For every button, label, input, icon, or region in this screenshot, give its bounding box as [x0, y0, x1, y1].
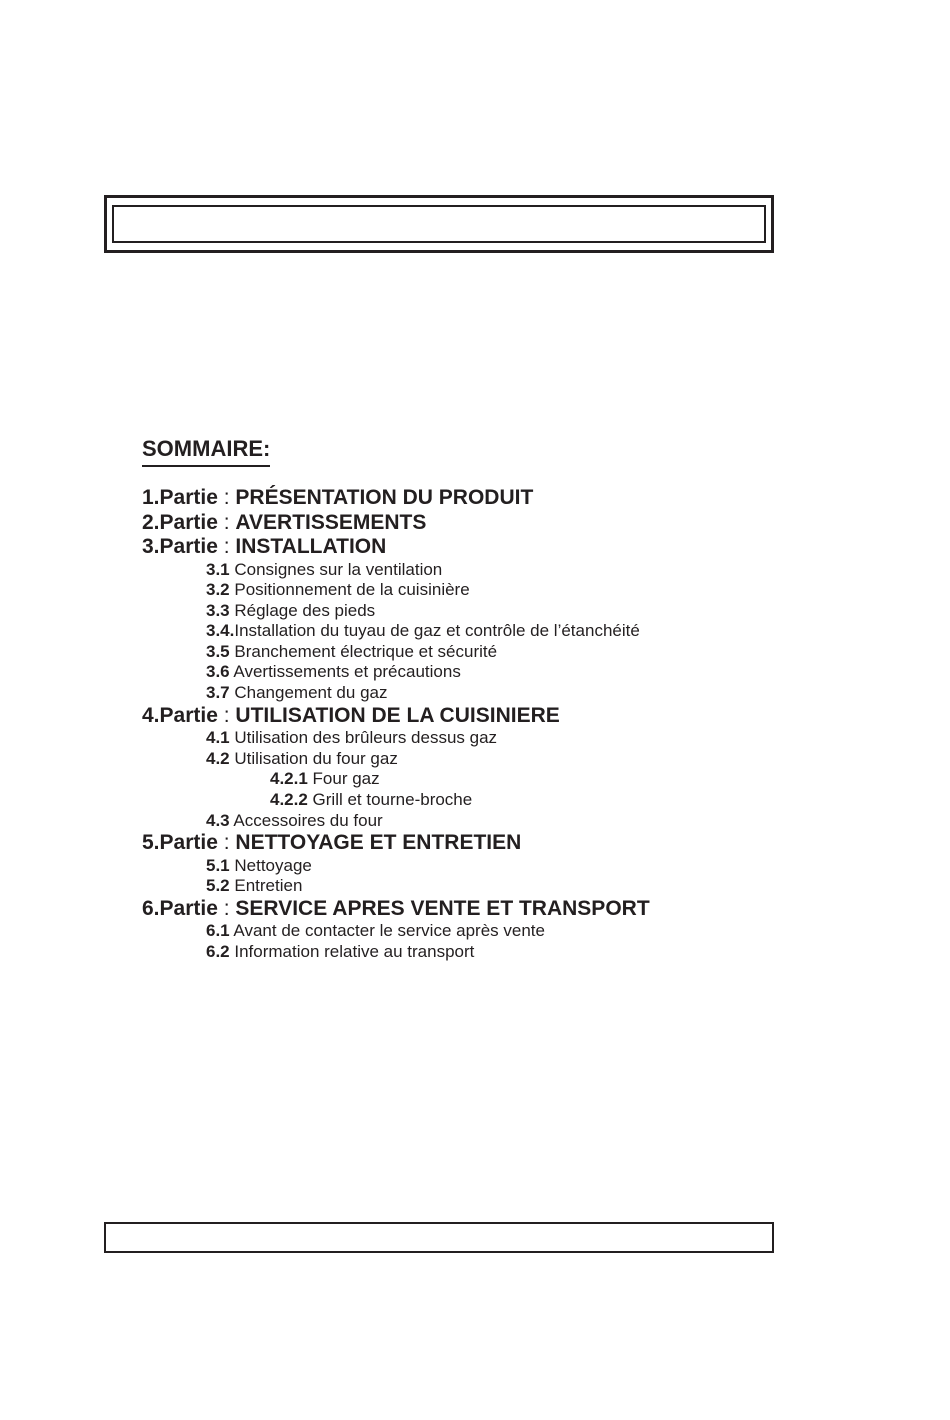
- item-text: Consignes sur la ventilation: [229, 559, 443, 579]
- part-number: 6.Partie: [142, 896, 218, 920]
- item-text: Entretien: [229, 876, 303, 896]
- toc-item-4-2-2[interactable]: [142, 790, 802, 811]
- toc-item-4-1[interactable]: [142, 728, 802, 749]
- part-title: PRÉSENTATION DU PRODUIT: [235, 486, 534, 509]
- item-number: 3.3: [206, 600, 230, 620]
- part-title: UTILISATION DE LA CUISINIERE: [235, 703, 560, 727]
- part-separator: :: [217, 896, 236, 920]
- header-frame-inner: [112, 205, 766, 243]
- item-text: Réglage des pieds: [229, 600, 376, 620]
- part-number: 1.Partie: [142, 486, 218, 509]
- footer-frame: [104, 1222, 774, 1253]
- item-number: 4.2: [206, 748, 230, 768]
- part-number: 3.Partie: [142, 535, 218, 558]
- item-number: 5.2: [206, 876, 230, 896]
- toc-item-3-3[interactable]: [142, 601, 802, 622]
- part-number: 4.Partie: [142, 703, 218, 727]
- item-number: 4.2.2: [270, 789, 308, 809]
- toc-item-3-2[interactable]: [142, 580, 802, 601]
- toc-part-3[interactable]: [142, 535, 802, 560]
- item-number: 4.1: [206, 728, 230, 748]
- toc-item-3-5[interactable]: [142, 642, 802, 663]
- item-number: 4.2.1: [270, 769, 308, 789]
- toc-part-2[interactable]: [142, 511, 802, 536]
- toc-item-5-1[interactable]: [142, 856, 802, 877]
- item-text: Four gaz: [307, 769, 380, 789]
- item-text: Changement du gaz: [229, 683, 388, 703]
- item-number: 3.2: [206, 580, 230, 600]
- item-number: 6.1: [206, 921, 230, 941]
- toc-item-4-2-1[interactable]: [142, 769, 802, 790]
- toc-item-3-1[interactable]: [142, 560, 802, 581]
- part-separator: :: [217, 486, 236, 509]
- part-number: 5.Partie: [142, 831, 218, 855]
- part-title: INSTALLATION: [235, 535, 387, 558]
- item-text: Installation du tuyau de gaz et contrôle de l’étanchéité: [234, 621, 640, 641]
- item-text: Information relative au transport: [229, 941, 475, 961]
- item-number: 3.6: [206, 662, 230, 682]
- toc-item-3-4[interactable]: [142, 621, 802, 642]
- toc-item-3-6[interactable]: [142, 662, 802, 683]
- item-text: Grill et tourne-broche: [307, 789, 473, 809]
- item-text: Accessoires du four: [229, 810, 383, 830]
- toc-part-5[interactable]: [142, 831, 802, 856]
- part-title: NETTOYAGE ET ENTRETIEN: [235, 831, 522, 855]
- part-title: SERVICE APRES VENTE ET TRANSPORT: [235, 896, 650, 920]
- summary-title: SOMMAIRE:: [142, 436, 270, 467]
- item-text: Branchement électrique et sécurité: [229, 641, 498, 661]
- table-of-contents: [142, 486, 802, 963]
- part-separator: :: [217, 535, 236, 558]
- part-separator: :: [217, 831, 236, 855]
- item-text: Avant de contacter le service après vente: [229, 921, 545, 941]
- part-separator: :: [217, 703, 236, 727]
- item-number: 3.1: [206, 559, 230, 579]
- item-number: 3.7: [206, 683, 230, 703]
- toc-item-5-2[interactable]: [142, 876, 802, 897]
- toc-part-6[interactable]: [142, 897, 802, 922]
- toc-item-6-1[interactable]: [142, 921, 802, 942]
- header-frame: [104, 195, 774, 253]
- item-number: 6.2: [206, 941, 230, 961]
- item-number: 5.1: [206, 855, 230, 875]
- item-text: Avertissements et précautions: [229, 662, 461, 682]
- toc-part-4[interactable]: [142, 704, 802, 729]
- part-title: AVERTISSEMENTS: [235, 510, 427, 534]
- toc-item-3-7[interactable]: [142, 683, 802, 704]
- toc-item-4-3[interactable]: [142, 811, 802, 832]
- item-text: Utilisation des brûleurs dessus gaz: [229, 728, 498, 748]
- item-number: 4.3: [206, 810, 230, 830]
- toc-part-1[interactable]: [142, 486, 802, 511]
- item-text: Utilisation du four gaz: [229, 748, 398, 768]
- part-separator: :: [217, 510, 236, 534]
- item-number: 3.4.: [206, 621, 235, 641]
- toc-item-6-2[interactable]: [142, 942, 802, 963]
- item-text: Nettoyage: [229, 855, 312, 875]
- toc-item-4-2[interactable]: [142, 749, 802, 770]
- item-text: Positionnement de la cuisinière: [229, 580, 470, 600]
- item-number: 3.5: [206, 641, 230, 661]
- part-number: 2.Partie: [142, 510, 218, 534]
